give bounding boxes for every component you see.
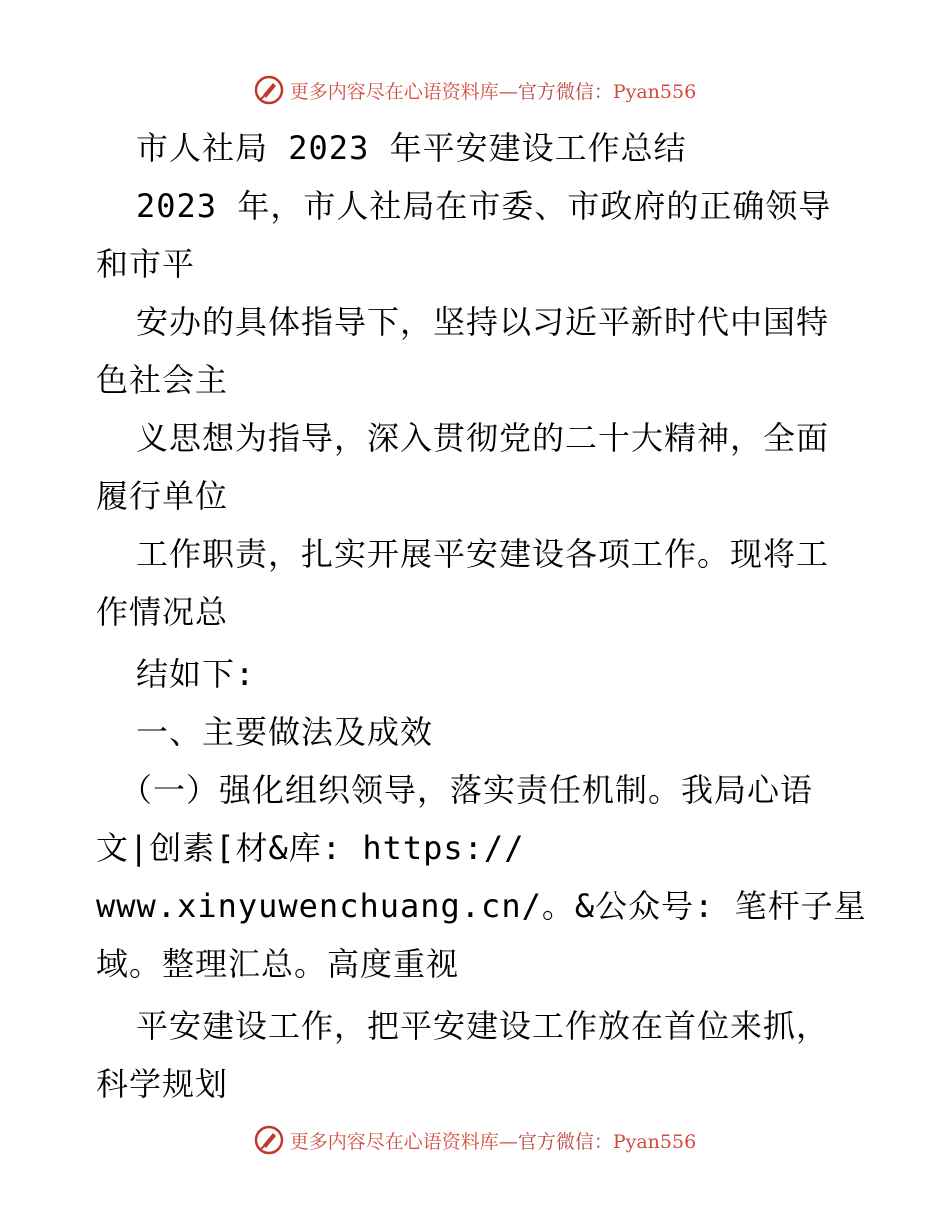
paragraph-line: 平安建设工作，把平安建设工作放在首位来抓，: [136, 1007, 830, 1045]
paragraph-line: 履行单位: [96, 477, 229, 515]
paragraph-line: www.xinyuwenchuang.cn/。&公众号: 笔杆子星: [96, 887, 867, 925]
section-heading: 一、主要做法及成效: [136, 713, 434, 751]
paragraph-line: 义思想为指导，深入贯彻党的二十大精神，全面: [136, 419, 830, 457]
watermark-text: 更多内容尽在心语资料库—官方微信：Pyan556: [289, 1130, 697, 1153]
subsection-heading: （一）强化组织领导，落实责任机制。我局心语: [120, 771, 814, 809]
paragraph-line: 安办的具体指导下，坚持以习近平新时代中国特: [136, 303, 830, 341]
paragraph-line: 工作职责，扎实开展平安建设各项工作。现将工: [136, 535, 830, 573]
paragraph-line: 作情况总: [96, 593, 229, 631]
logo-icon: [254, 1125, 284, 1155]
footer-watermark: [0, 1120, 950, 1160]
paragraph-line: 文|创素[材&库: https://: [96, 829, 525, 867]
paragraph-line: 色社会主: [96, 361, 229, 399]
paragraph-line: 域。整理汇总。高度重视: [96, 945, 460, 983]
watermark-text: 更多内容尽在心语资料库—官方微信：Pyan556: [289, 80, 697, 103]
document-title: 市人社局 2023 年平安建设工作总结: [136, 129, 687, 167]
paragraph-line: 2023 年，市人社局在市委、市政府的正确领导: [136, 187, 832, 225]
paragraph-line: 科学规划: [96, 1065, 229, 1103]
paragraph-line: 结如下:: [136, 655, 256, 693]
paragraph-line: 和市平: [96, 245, 196, 283]
